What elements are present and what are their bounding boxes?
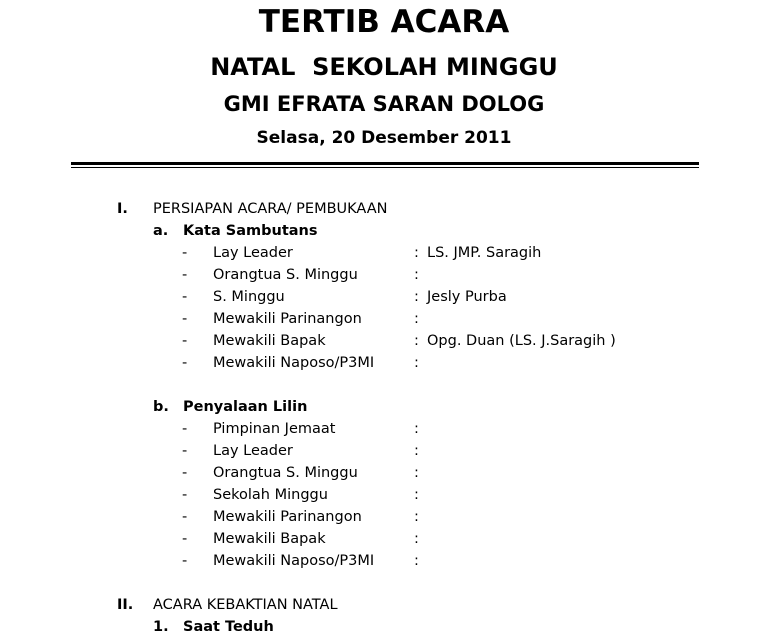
section-title: PERSIAPAN ACARA/ PEMBUKAAN [153, 201, 388, 217]
list-dash: - [182, 311, 188, 327]
subsection-title: Kata Sambutans [183, 223, 318, 239]
colon-separator: : [414, 443, 419, 459]
event-title: NATAL SEKOLAH MINGGU [210, 53, 558, 81]
colon-separator: : [414, 311, 419, 327]
colon-separator: : [414, 289, 419, 305]
colon-separator: : [414, 553, 419, 569]
list-dash: - [182, 267, 188, 283]
colon-separator: : [414, 355, 419, 371]
role-label: Mewakili Naposo/P3MI [213, 355, 375, 371]
colon-separator: : [414, 509, 419, 525]
role-label: S. Minggu [213, 289, 285, 305]
section-title: ACARA KEBAKTIAN NATAL [153, 597, 338, 613]
colon-separator: : [414, 531, 419, 547]
role-label: Mewakili Parinangon [213, 311, 362, 327]
list-dash: - [182, 355, 188, 371]
header-divider-thin [71, 167, 699, 168]
list-dash: - [182, 531, 188, 547]
colon-separator: : [414, 421, 419, 437]
event-date: Selasa, 20 Desember 2011 [256, 128, 512, 148]
subsection-letter: 1. [153, 619, 169, 635]
document-title: TERTIB ACARA [258, 4, 510, 40]
colon-separator: : [414, 465, 419, 481]
list-dash: - [182, 465, 188, 481]
role-label: Lay Leader [213, 443, 293, 459]
role-label: Pimpinan Jemaat [213, 421, 336, 437]
list-dash: - [182, 443, 188, 459]
header-divider-thick [71, 162, 699, 165]
role-label: Mewakili Bapak [213, 333, 326, 349]
role-label: Mewakili Naposo/P3MI [213, 553, 375, 569]
role-label: Mewakili Bapak [213, 531, 326, 547]
list-dash: - [182, 245, 188, 261]
list-dash: - [182, 553, 188, 569]
list-dash: - [182, 333, 188, 349]
role-label: Sekolah Minggu [213, 487, 328, 503]
role-label: Mewakili Parinangon [213, 509, 362, 525]
assignee-name: LS. JMP. Saragih [427, 245, 542, 261]
subsection-letter: a. [153, 223, 169, 239]
colon-separator: : [414, 333, 419, 349]
colon-separator: : [414, 487, 419, 503]
list-dash: - [182, 487, 188, 503]
church-name: GMI EFRATA SARAN DOLOG [223, 92, 545, 116]
colon-separator: : [414, 245, 419, 261]
section-numeral: I. [117, 201, 128, 217]
list-dash: - [182, 421, 188, 437]
list-dash: - [182, 289, 188, 305]
subsection-title: Penyalaan Lilin [183, 399, 308, 415]
section-numeral: II. [117, 597, 134, 613]
assignee-name: Opg. Duan (LS. J.Saragih ) [427, 333, 616, 349]
role-label: Lay Leader [213, 245, 293, 261]
colon-separator: : [414, 267, 419, 283]
role-label: Orangtua S. Minggu [213, 465, 358, 481]
subsection-title: Saat Teduh [183, 619, 274, 635]
subsection-letter: b. [153, 399, 169, 415]
role-label: Orangtua S. Minggu [213, 267, 358, 283]
list-dash: - [182, 509, 188, 525]
assignee-name: Jesly Purba [427, 289, 507, 305]
